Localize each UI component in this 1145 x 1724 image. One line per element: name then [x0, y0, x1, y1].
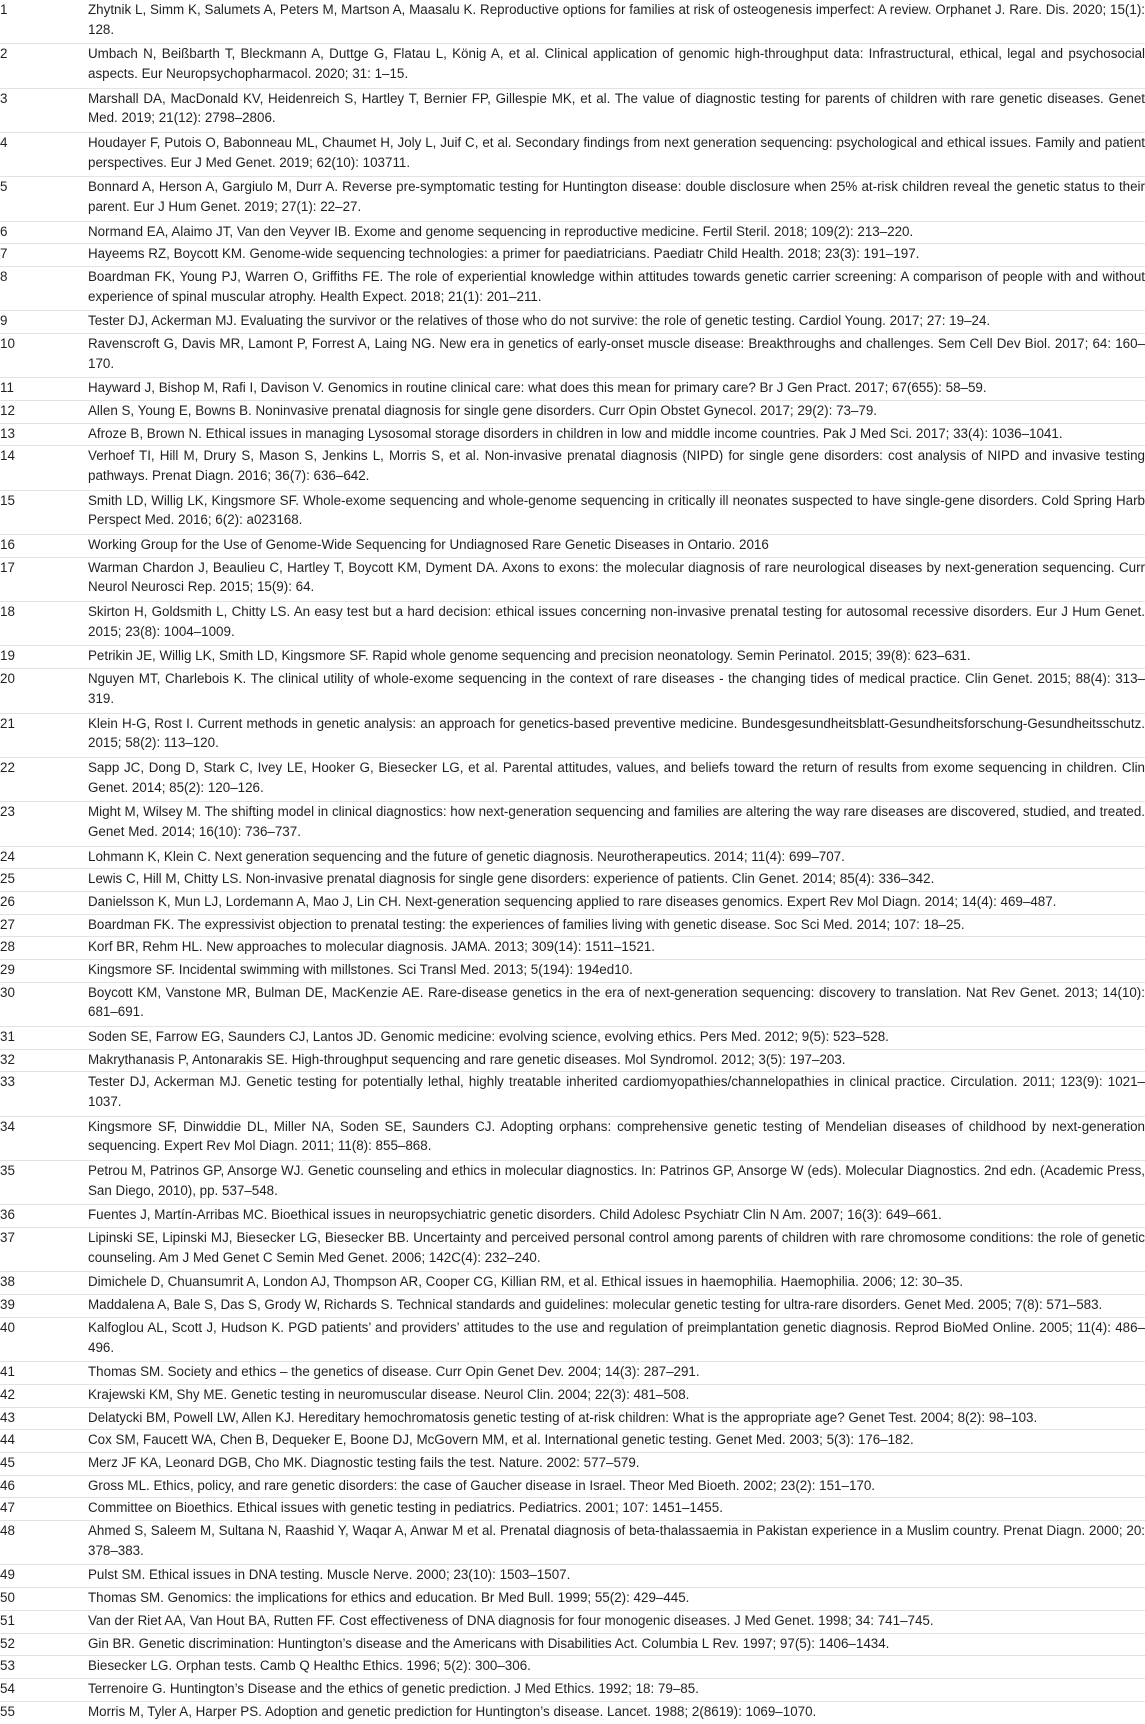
reference-number: 17 [0, 557, 88, 601]
reference-text: Kingsmore SF. Incidental swimming with millstones. Sci Transl Med. 2013; 5(194): 194ed10. [88, 960, 1145, 983]
reference-row [0, 446, 1145, 490]
reference-text: Verhoef TI, Hill M, Drury S, Mason S, Jenkins L, Morris S, et al. Non-invasive prenatal diagnosis (NIPD) for single gene disorders: cost analysis of NIPD and invasive testing pathways. Prenat Diagn. 2016; 36(7): 636–642. [88, 446, 1145, 490]
reference-number: 7 [0, 244, 88, 267]
reference-row [0, 914, 1145, 937]
reference-row [0, 1116, 1145, 1160]
reference-text: Krajewski KM, Shy ME. Genetic testing in neuromuscular disease. Neurol Clin. 2004; 22(3): 481–508. [88, 1384, 1145, 1407]
reference-row [0, 311, 1145, 334]
reference-row [0, 490, 1145, 534]
reference-text: Danielsson K, Mun LJ, Lordemann A, Mao J, Lin CH. Next-generation sequencing applied to rare diseases genomics. Expert Rev Mol Diagn. 2014; 14(4): 469–487. [88, 891, 1145, 914]
reference-row [0, 0, 1145, 44]
reference-row [0, 378, 1145, 401]
reference-row [0, 713, 1145, 757]
reference-text: Houdayer F, Putois O, Babonneau ML, Chaumet H, Joly L, Juif C, et al. Secondary findings from next generation sequencing: psychological and ethical issues. Family and patient perspectives. Eur J Med Genet. 2019; 62(10): 103711. [88, 132, 1145, 176]
reference-text: Working Group for the Use of Genome-Wide Sequencing for Undiagnosed Rare Genetic Diseases in Ontario. 2016 [88, 535, 1145, 558]
reference-row [0, 1161, 1145, 1205]
reference-text: Soden SE, Farrow EG, Saunders CJ, Lantos JD. Genomic medicine: evolving science, evolving ethics. Pers Med. 2012; 9(5): 523–528. [88, 1027, 1145, 1050]
reference-text: Kingsmore SF, Dinwiddie DL, Miller NA, Soden SE, Saunders CJ. Adopting orphans: comprehensive genetic testing of Mendelian diseases of childhood by next-generation sequencing. Expert Rev Mol Diagn. 2011; 11(8): 855–868. [88, 1116, 1145, 1160]
reference-text: Morris M, Tyler A, Harper PS. Adoption and genetic prediction for Huntington’s disease. Lancet. 1988; 2(8619): 1069–1070. [88, 1703, 817, 1719]
reference-text: Cox SM, Faucett WA, Chen B, Dequeker E, Boone DJ, McGovern MM, et al. International genetic testing. Genet Med. 2003; 5(3): 176–182. [88, 1430, 1145, 1453]
reference-number: 52 [0, 1633, 88, 1656]
reference-text: Dimichele D, Chuansumrit A, London AJ, Thompson AR, Cooper CG, Killian RM, et al. Ethical issues in haemophilia. Haemophilia. 2006; 12: 30–35. [88, 1272, 1145, 1295]
reference-number: 45 [0, 1453, 88, 1476]
reference-row [0, 1633, 1145, 1656]
reference-number: 9 [0, 311, 88, 334]
reference-text: Hayward J, Bishop M, Rafi I, Davison V. Genomics in routine clinical care: what does this mean for primary care? Br J Gen Pract. 2017; 67(655): 58–59. [88, 378, 1145, 401]
reference-row [0, 1049, 1145, 1072]
reference-number: 37 [0, 1228, 88, 1272]
reference-text: Maddalena A, Bale S, Das S, Grody W, Richards S. Technical standards and guidelines: molecular genetic testing for ultra-rare disorders. Genet Med. 2005; 7(8): 571–583. [88, 1295, 1145, 1318]
reference-number: 23 [0, 802, 88, 846]
reference-row [0, 802, 1145, 846]
reference-row [0, 423, 1145, 446]
reference-number: 12 [0, 401, 88, 424]
reference-number: 32 [0, 1049, 88, 1072]
reference-row [0, 132, 1145, 176]
reference-number: 13 [0, 423, 88, 446]
reference-number: 26 [0, 891, 88, 914]
reference-number: 3 [0, 88, 88, 132]
reference-row [0, 1072, 1145, 1116]
reference-text: Terrenoire G. Huntington’s Disease and the ethics of genetic prediction. J Med Ethics. 1992; 18: 79–85. [88, 1678, 1145, 1701]
reference-number: 21 [0, 713, 88, 757]
reference-text: Thomas SM. Genomics: the implications for ethics and education. Br Med Bull. 1999; 55(2): 429–445. [88, 1588, 1145, 1611]
reference-text: Umbach N, Beißbarth T, Bleckmann A, Duttge G, Flatau L, König A, et al. Clinical application of genomic high-throughput data: Infrastructural, ethical, legal and psychosocial aspects. Eur Neuropsychopharmacol. 2020; 31: 1–15. [88, 44, 1145, 88]
reference-text: Normand EA, Alaimo JT, Van den Veyver IB. Exome and genome sequencing in reproductive medicine. Fertil Steril. 2018; 109(2): 213–220. [88, 221, 1145, 244]
reference-row [0, 869, 1145, 892]
reference-number: 40 [0, 1317, 88, 1361]
reference-text: Delatycki BM, Powell LW, Allen KJ. Hereditary hemochromatosis genetic testing of at-risk children: What is the appropriate age? Genet Test. 2004; 8(2): 98–103. [88, 1407, 1145, 1430]
reference-row [0, 401, 1145, 424]
reference-row [0, 1565, 1145, 1588]
reference-text: Skirton H, Goldsmith L, Chitty LS. An easy test but a hard decision: ethical issues concerning non-invasive prenatal testing for autosomal recessive disorders. Eur J Hum Genet. 2015; 23(8): 1004–1009. [88, 602, 1145, 646]
reference-text: Korf BR, Rehm HL. New approaches to molecular diagnosis. JAMA. 2013; 309(14): 1511–1521. [88, 937, 1145, 960]
reference-row [0, 937, 1145, 960]
reference-number: 27 [0, 914, 88, 937]
reference-text: Fuentes J, Martín-Arribas MC. Bioethical issues in neuropsychiatric genetic disorders. Child Adolesc Psychiatr Clin N Am. 2007; 16(3): 649–661. [88, 1205, 1145, 1228]
reference-text: Warman Chardon J, Beaulieu C, Hartley T, Boycott KM, Dyment DA. Axons to exons: the molecular diagnosis of rare neurological diseases by next-generation sequencing. Curr Neurol Neurosci Rep. 2015; 15(9): 64. [88, 557, 1145, 601]
reference-number: 16 [0, 535, 88, 558]
reference-row [0, 669, 1145, 713]
reference-number: 35 [0, 1161, 88, 1205]
reference-row [0, 602, 1145, 646]
reference-number: 8 [0, 267, 88, 311]
reference-number: 4 [0, 132, 88, 176]
reference-row [0, 1498, 1145, 1521]
reference-text: Zhytnik L, Simm K, Salumets A, Peters M, Martson A, Maasalu K. Reproductive options for families at risk of osteogenesis imperfect: A review. Orphanet J. Rare. Dis. 2020; 15(1): 128. [88, 0, 1145, 44]
reference-text: Kalfoglou AL, Scott J, Hudson K. PGD patients’ and providers’ attitudes to the use and regulation of preimplantation genetic diagnosis. Reprod BioMed Online. 2005; 11(4): 486–496. [88, 1317, 1145, 1361]
reference-row [0, 1295, 1145, 1318]
reference-number: 36 [0, 1205, 88, 1228]
reference-text: Gross ML. Ethics, policy, and rare genetic disorders: the case of Gaucher disease in Israel. Theor Med Bioeth. 2002; 23(2): 151–170. [88, 1475, 1145, 1498]
reference-number: 47 [0, 1498, 88, 1521]
reference-row [0, 1384, 1145, 1407]
reference-text: Lipinski SE, Lipinski MJ, Biesecker LG, Biesecker BB. Uncertainty and perceived personal control among parents of children with rare chromosome conditions: the role of genetic counseling. Am J Med Genet C Semin Med Genet. 2006; 142C(4): 232–240. [88, 1228, 1145, 1272]
reference-row [0, 891, 1145, 914]
reference-row [0, 1656, 1145, 1679]
reference-number: 38 [0, 1272, 88, 1295]
reference-number: 2 [0, 44, 88, 88]
reference-row [0, 557, 1145, 601]
reference-row [0, 221, 1145, 244]
reference-text: Bonnard A, Herson A, Gargiulo M, Durr A. Reverse pre-symptomatic testing for Huntington disease: double disclosure when 25% at-risk children reveal the genetic status to their parent. Eur J Hum Genet. 2019; 27(1): 22–27. [88, 177, 1145, 221]
reference-row [0, 757, 1145, 801]
reference-row [0, 334, 1145, 378]
reference-number: 50 [0, 1588, 88, 1611]
reference-number: 49 [0, 1565, 88, 1588]
reference-row [0, 1610, 1145, 1633]
reference-number: 6 [0, 221, 88, 244]
reference-text: Petrikin JE, Willig LK, Smith LD, Kingsmore SF. Rapid whole genome sequencing and precision neonatology. Semin Perinatol. 2015; 39(8): 623–631. [88, 646, 1145, 669]
reference-row [0, 982, 1145, 1026]
reference-row [0, 267, 1145, 311]
reference-text: Boardman FK, Young PJ, Warren O, Griffiths FE. The role of experiential knowledge within attitudes towards genetic carrier screening: A comparison of people with and without experience of spinal muscular atrophy. Health Expect. 2018; 21(1): 201–211. [88, 267, 1145, 311]
reference-row [0, 1362, 1145, 1385]
reference-text: Ahmed S, Saleem M, Sultana N, Raashid Y, Waqar A, Anwar M et al. Prenatal diagnosis of beta-thalassaemia in Pakistan experience in a Muslim country. Prenat Diagn. 2000; 20: 378–383. [88, 1521, 1145, 1565]
reference-text: Afroze B, Brown N. Ethical issues in managing Lysosomal storage disorders in children in low and middle income countries. Pak J Med Sci. 2017; 33(4): 1036–1041. [88, 423, 1145, 446]
reference-number: 42 [0, 1384, 88, 1407]
reference-number: 51 [0, 1610, 88, 1633]
reference-row [0, 960, 1145, 983]
reference-row [0, 1407, 1145, 1430]
reference-text: Nguyen MT, Charlebois K. The clinical utility of whole-exome sequencing in the context of rare diseases - the changing tides of medical practice. Clin Genet. 2015; 88(4): 313–319. [88, 669, 1145, 713]
reference-text: Merz JF KA, Leonard DGB, Cho MK. Diagnostic testing fails the test. Nature. 2002: 577–579. [88, 1453, 1145, 1476]
reference-row [0, 1205, 1145, 1228]
reference-text: Biesecker LG. Orphan tests. Camb Q Healthc Ethics. 1996; 5(2): 300–306. [88, 1656, 1145, 1679]
reference-row [0, 88, 1145, 132]
reference-number: 53 [0, 1656, 88, 1679]
reference-row [0, 1475, 1145, 1498]
reference-row [0, 1317, 1145, 1361]
reference-text: Boardman FK. The expressivist objection to prenatal testing: the experiences of families living with genetic disease. Soc Sci Med. 2014; 107: 18–25. [88, 914, 1145, 937]
reference-text: Lewis C, Hill M, Chitty LS. Non-invasive prenatal diagnosis for single gene disorders: experience of patients. Clin Genet. 2014; 85(4): 336–342. [88, 869, 1145, 892]
reference-number: 39 [0, 1295, 88, 1318]
reference-number: 10 [0, 334, 88, 378]
reference-row [0, 1453, 1145, 1476]
reference-text: Might M, Wilsey M. The shifting model in clinical diagnostics: how next-generation sequencing and families are altering the way rare diseases are discovered, studied, and treated. Genet Med. 2014; 16(10): 736–737. [88, 802, 1145, 846]
reference-number: 44 [0, 1430, 88, 1453]
reference-row [0, 1678, 1145, 1701]
reference-text: Lohmann K, Klein C. Next generation sequencing and the future of genetic diagnosis. Neurotherapeutics. 2014; 11(4): 699–707. [88, 846, 1145, 869]
reference-row [0, 1228, 1145, 1272]
reference-number: 30 [0, 982, 88, 1026]
reference-text: Tester DJ, Ackerman MJ. Evaluating the survivor or the relatives of those who do not survive: the role of genetic testing. Cardiol Young. 2017; 27: 19–24. [88, 311, 1145, 334]
reference-text: Sapp JC, Dong D, Stark C, Ivey LE, Hooker G, Biesecker LG, et al. Parental attitudes, values, and beliefs toward the return of results from exome sequencing in children. Clin Genet. 2014; 85(2): 120–126. [88, 757, 1145, 801]
reference-text: Petrou M, Patrinos GP, Ansorge WJ. Genetic counseling and ethics in molecular diagnostics. In: Patrinos GP, Ansorge W (eds). Molecular Diagnostics. 2nd edn. (Academic Press, San Diego, 2010), pp. 537–548. [88, 1161, 1145, 1205]
reference-row [0, 1272, 1145, 1295]
reference-row [0, 44, 1145, 88]
reference-number: 11 [0, 378, 88, 401]
reference-number: 20 [0, 669, 88, 713]
reference-row [0, 1521, 1145, 1565]
reference-text: Thomas SM. Society and ethics – the genetics of disease. Curr Opin Genet Dev. 2004; 14(3): 287–291. [88, 1362, 1145, 1385]
reference-number: 14 [0, 446, 88, 490]
reference-row [0, 535, 1145, 558]
reference-number: 34 [0, 1116, 88, 1160]
reference-number: 48 [0, 1521, 88, 1565]
reference-number: 31 [0, 1027, 88, 1050]
reference-text: Allen S, Young E, Bowns B. Noninvasive prenatal diagnosis for single gene disorders. Curr Opin Obstet Gynecol. 2017; 29(2): 73–79. [88, 401, 1145, 424]
reference-row [0, 1701, 1145, 1724]
reference-row [0, 646, 1145, 669]
reference-number: 18 [0, 602, 88, 646]
reference-row [0, 244, 1145, 267]
reference-number: 55 [0, 1703, 15, 1719]
reference-text: Tester DJ, Ackerman MJ. Genetic testing for potentially lethal, highly treatable inherited cardiomyopathies/channelopathies in clinical practice. Circulation. 2011; 123(9): 1021–1037. [88, 1072, 1145, 1116]
reference-text: Hayeems RZ, Boycott KM. Genome-wide sequencing technologies: a primer for paediatricians. Paediatr Child Health. 2018; 23(3): 191–197. [88, 244, 1145, 267]
reference-text: Pulst SM. Ethical issues in DNA testing. Muscle Nerve. 2000; 23(10): 1503–1507. [88, 1565, 1145, 1588]
reference-text: Gin BR. Genetic discrimination: Huntington’s disease and the Americans with Disabilities Act. Columbia L Rev. 1997; 97(5): 1406–1434. [88, 1633, 1145, 1656]
reference-number: 25 [0, 869, 88, 892]
reference-number: 28 [0, 937, 88, 960]
reference-number: 5 [0, 177, 88, 221]
reference-text: Makrythanasis P, Antonarakis SE. High-throughput sequencing and rare genetic diseases. Mol Syndromol. 2012; 3(5): 197–203. [88, 1049, 1145, 1072]
reference-number: 43 [0, 1407, 88, 1430]
reference-row [0, 177, 1145, 221]
reference-number: 15 [0, 490, 88, 534]
reference-text: Smith LD, Willig LK, Kingsmore SF. Whole-exome sequencing and whole-genome sequencing in critically ill neonates suspected to have single-gene disorders. Cold Spring Harb Perspect Med. 2016; 6(2): a023168. [88, 490, 1145, 534]
reference-text: Committee on Bioethics. Ethical issues with genetic testing in pediatrics. Pediatrics. 2001; 107: 1451–1455. [88, 1498, 1145, 1521]
reference-number: 46 [0, 1475, 88, 1498]
reference-number: 33 [0, 1072, 88, 1116]
reference-number: 54 [0, 1678, 88, 1701]
reference-row [0, 1430, 1145, 1453]
reference-text: Ravenscroft G, Davis MR, Lamont P, Forrest A, Laing NG. New era in genetics of early-onset muscle disease: Breakthroughs and challenges. Sem Cell Dev Biol. 2017; 64: 160–170. [88, 334, 1145, 378]
reference-text: Marshall DA, MacDonald KV, Heidenreich S, Hartley T, Bernier FP, Gillespie MK, et al. The value of diagnostic testing for parents of children with rare genetic diseases. Genet Med. 2019; 21(12): 2798–2806. [88, 88, 1145, 132]
reference-row [0, 1027, 1145, 1050]
reference-number: 41 [0, 1362, 88, 1385]
reference-number: 22 [0, 757, 88, 801]
reference-text: Van der Riet AA, Van Hout BA, Rutten FF. Cost effectiveness of DNA diagnosis for four monogenic diseases. J Med Genet. 1998; 34: 741–745. [88, 1610, 1145, 1633]
reference-row [0, 1588, 1145, 1611]
reference-text: Boycott KM, Vanstone MR, Bulman DE, MacKenzie AE. Rare-disease genetics in the era of next-generation sequencing: discovery to translation. Nat Rev Genet. 2013; 14(10): 681–691. [88, 982, 1145, 1026]
reference-number: 19 [0, 646, 88, 669]
reference-row [0, 846, 1145, 869]
reference-text: Klein H-G, Rost I. Current methods in genetic analysis: an approach for genetics-based preventive medicine. Bundesgesundheitsblatt-Gesundheitsforschung-Gesundheitsschutz. 2015; 58(2): 113–120. [88, 713, 1145, 757]
reference-number: 1 [0, 0, 88, 44]
reference-number: 29 [0, 960, 88, 983]
reference-number: 24 [0, 846, 88, 869]
